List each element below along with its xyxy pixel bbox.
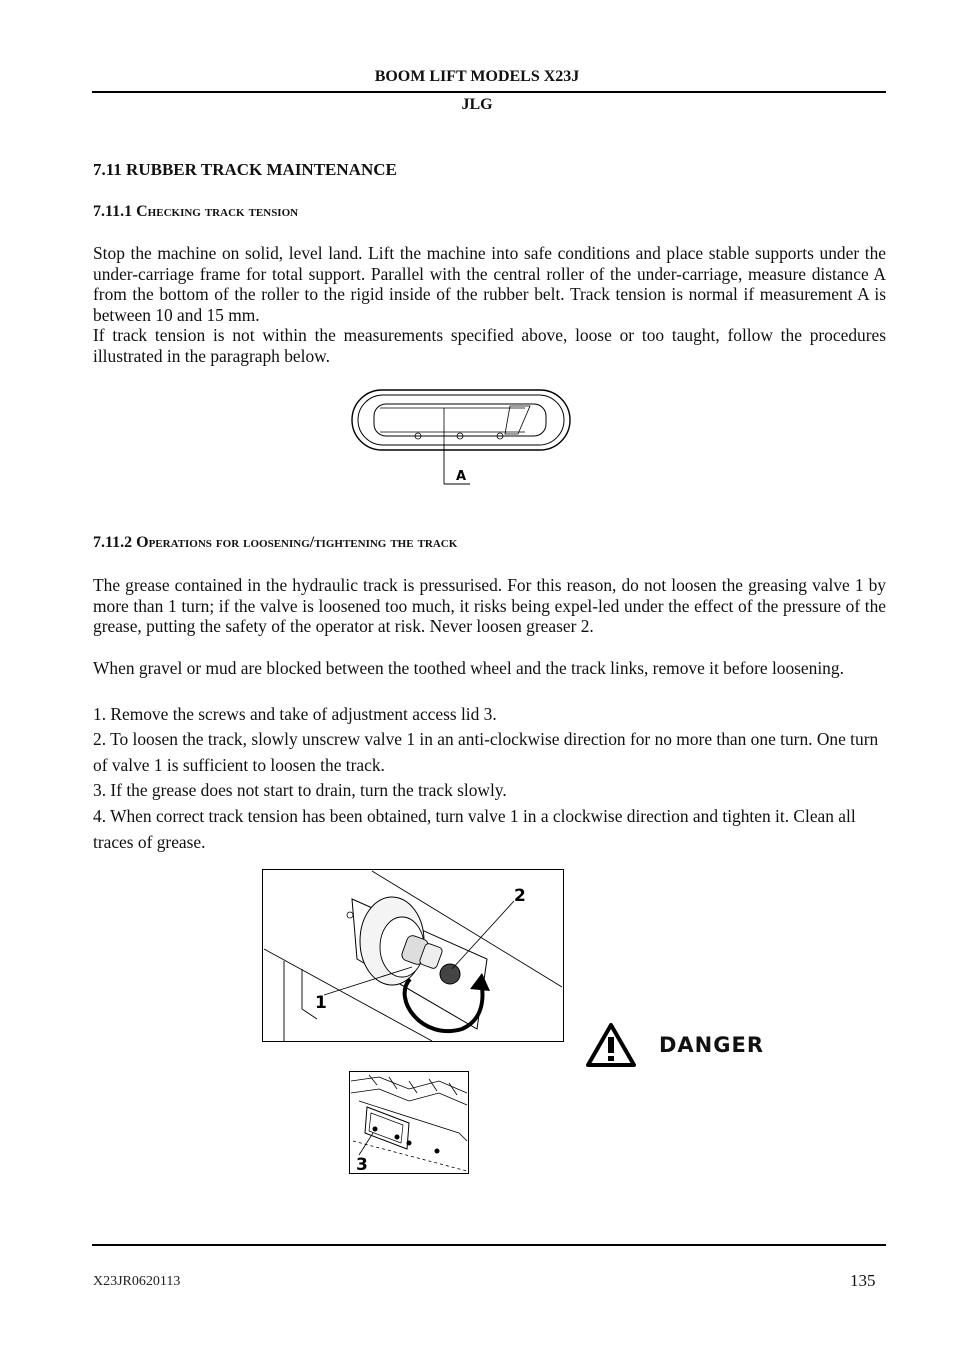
brand-name: JLG xyxy=(461,96,493,113)
document-code: X23JR0620113 xyxy=(93,1274,181,1289)
track-frame xyxy=(374,404,546,436)
track-inner xyxy=(358,395,564,445)
greasing-valve-figure xyxy=(262,869,564,1043)
greaser-ball xyxy=(440,964,460,984)
document-title: BOOM LIFT MODELS X23J xyxy=(374,68,580,85)
page-number: 135 xyxy=(850,1271,876,1290)
track-tension-figure xyxy=(350,388,572,488)
step-3: 3. If the grease does not start to drain, turn the track slowly. xyxy=(93,780,507,800)
danger-warning-icon xyxy=(585,1022,637,1068)
measure-label-a: A xyxy=(456,469,467,484)
danger-label: DANGER xyxy=(659,1033,765,1057)
track-outer xyxy=(352,390,570,450)
checking-paragraph-1: Stop the machine on solid, level land. Lift the machine into safe conditions and place stable supports under the under-carriage frame for total support. Parallel with the central roller of the under-carriage, measure distance A from the bottom of the roller to the rigid inside of the rubber belt. Track tension is normal if measurement A is between 10 and 15 mm. xyxy=(93,243,886,325)
footer-rule xyxy=(92,1244,886,1246)
operations-paragraph-2: When gravel or mud are blocked between the toothed wheel and the track links, remove it before loosening. xyxy=(93,658,844,678)
checking-paragraph-2: If track tension is not within the measurements specified above, loose or too taught, follow the procedures illustrated in the paragraph below. xyxy=(93,325,886,366)
header-rule xyxy=(92,91,886,93)
operations-paragraph-1: The grease contained in the hydraulic track is pressurised. For this reason, do not loosen the greasing valve 1 by more than 1 turn; if the valve is loosened too much, it risks being expel-led under the effect of the pressure of the grease, putting the safety of the operator at risk. Never loosen greaser 2. xyxy=(93,575,886,637)
label-greaser-2: 2 xyxy=(514,886,526,906)
label-lid-3: 3 xyxy=(356,1155,368,1174)
section-heading: 7.11 RUBBER TRACK MAINTENANCE xyxy=(93,160,397,179)
step-4: 4. When correct track tension has been obtained, turn valve 1 in a clockwise direction and tighten it. Clean all traces of grease. xyxy=(93,806,856,852)
subsection-heading-operations: 7.11.2 Operations for loosening/tightening the track xyxy=(93,534,458,551)
step-1: 1. Remove the screws and take of adjustment access lid 3. xyxy=(93,704,497,724)
label-valve-1: 1 xyxy=(315,993,327,1013)
subsection-heading-checking: 7.11.1 Checking track tension xyxy=(93,203,299,220)
step-2: 2. To loosen the track, slowly unscrew valve 1 in an anti-clockwise direction for no more than one turn. One turn of valve 1 is sufficient to loosen the track. xyxy=(93,729,879,775)
access-lid-figure xyxy=(349,1071,469,1174)
